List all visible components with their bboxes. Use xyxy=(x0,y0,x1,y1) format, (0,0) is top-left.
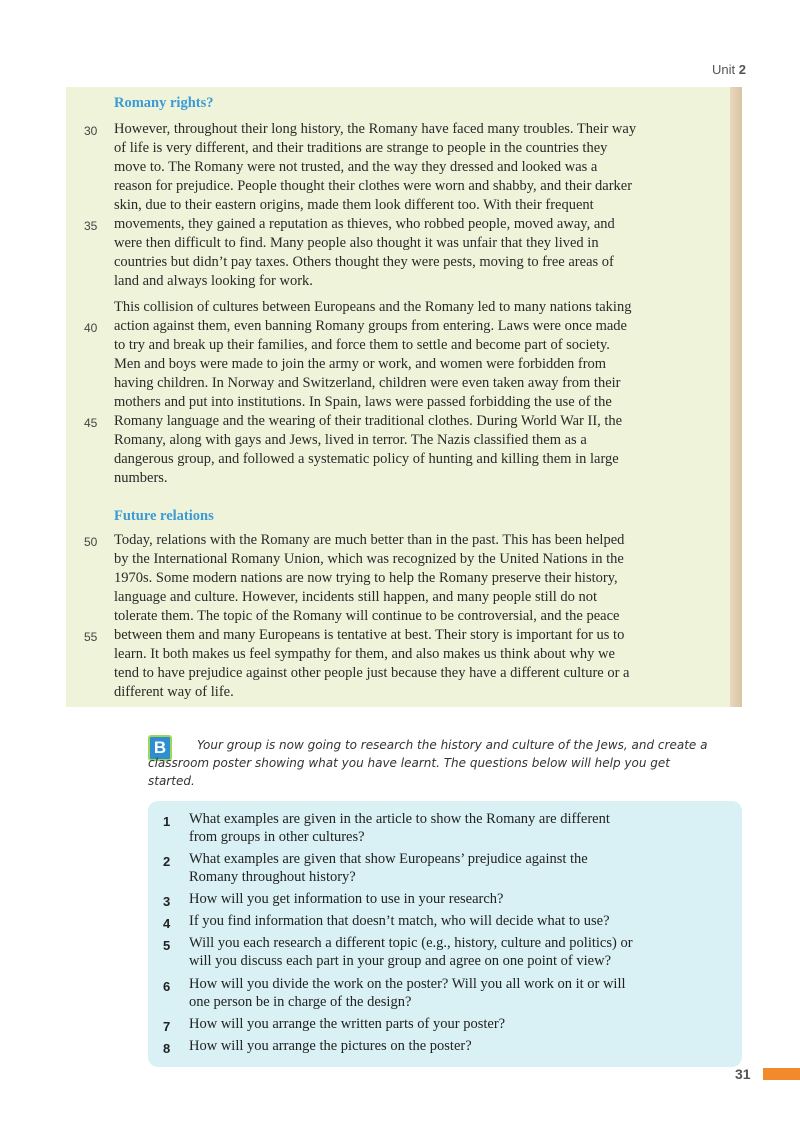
question-text: one person be in charge of the design? xyxy=(189,994,412,1010)
article-line: land and always looking for work. xyxy=(114,273,313,289)
article-panel-edge xyxy=(730,87,742,707)
question-text: Romany throughout history? xyxy=(189,869,356,885)
unit-label xyxy=(712,62,746,77)
question-text: Will you each research a different topic (e.g., history, culture and politics) or xyxy=(189,935,633,951)
line-number: 45 xyxy=(84,416,98,430)
unit-prefix: Unit xyxy=(712,62,736,77)
page-number: 31 xyxy=(735,1066,751,1082)
line-number: 50 xyxy=(84,535,98,549)
article-line: Men and boys were made to join the army or work, and women were forbidden from xyxy=(114,356,607,372)
article-line: countries but didn’t pay taxes. Others thought they were pests, moving to free areas of xyxy=(114,254,614,270)
article-line: Today, relations with the Romany are much better than in the past. This has been helped xyxy=(114,532,625,548)
question-number: 3 xyxy=(163,894,171,909)
article-line: between them and many Europeans is tentative at best. Their story is important for us to xyxy=(114,627,625,643)
article-line: action against them, even banning Romany groups from entering. Laws were once made xyxy=(114,318,627,334)
section-b-icon: B xyxy=(148,735,172,761)
question-text: How will you get information to use in your research? xyxy=(189,891,504,907)
line-number: 30 xyxy=(84,124,98,138)
article-line: However, throughout their long history, the Romany have faced many troubles. Their way xyxy=(114,121,637,137)
question-number: 6 xyxy=(163,979,171,994)
question-text: How will you divide the work on the poster? Will you all work on it or will xyxy=(189,976,626,992)
line-number: 40 xyxy=(84,321,98,335)
article-line: tolerate them. The topic of the Romany will continue to be controversial, and the peace xyxy=(114,608,620,624)
question-number: 2 xyxy=(163,854,171,869)
article-line: different way of life. xyxy=(114,684,234,700)
question-text: How will you arrange the pictures on the poster? xyxy=(189,1038,472,1054)
heading-romany-rights: Romany rights? xyxy=(114,95,214,111)
article-line: tend to have prejudice against other people just because they have a different culture or a xyxy=(114,665,630,681)
article-line: This collision of cultures between Europeans and the Romany led to many nations taking xyxy=(114,299,632,315)
article-line: learn. It both makes us feel sympathy for them, and also makes us think about why we xyxy=(114,646,615,662)
section-b-instruction: started. xyxy=(148,774,195,788)
article-line: 1970s. Some modern nations are now trying to help the Romany preserve their history, xyxy=(114,570,618,586)
page-accent-bar xyxy=(763,1068,800,1080)
heading-future-relations: Future relations xyxy=(114,508,214,524)
question-number: 4 xyxy=(163,916,171,931)
section-b-instruction: classroom poster showing what you have learnt. The questions below will help you get xyxy=(148,756,670,770)
article-line: Romany language and the wearing of their traditional clothes. During World War II, the xyxy=(114,413,623,429)
question-text: What examples are given that show Europeans’ prejudice against the xyxy=(189,851,588,867)
article-line: having children. In Norway and Switzerland, children were even taken away from their xyxy=(114,375,621,391)
article-line: of life is very different, and their traditions are strange to people in the countries they xyxy=(114,140,608,156)
article-line: numbers. xyxy=(114,470,168,486)
question-text: What examples are given in the article to show the Romany are different xyxy=(189,811,610,827)
article-line: language and culture. However, incidents still happen, and many people still do not xyxy=(114,589,598,605)
section-b-instruction: Your group is now going to research the history and culture of the Jews, and create a xyxy=(197,738,708,752)
article-line: move to. The Romany were not trusted, and the way they dressed and looked was a xyxy=(114,159,598,175)
question-text: If you find information that doesn’t match, who will decide what to use? xyxy=(189,913,610,929)
line-number: 35 xyxy=(84,219,98,233)
question-text: will you discuss each part in your group and agree on one point of view? xyxy=(189,953,612,969)
question-text: from groups in other cultures? xyxy=(189,829,365,845)
question-number: 7 xyxy=(163,1019,171,1034)
article-line: were then difficult to find. Many people also thought it was unfair that they lived in xyxy=(114,235,599,251)
article-line: Romany, along with gays and Jews, lived in terror. The Nazis classified them as a xyxy=(114,432,587,448)
question-number: 8 xyxy=(163,1041,171,1056)
question-text: How will you arrange the written parts of your poster? xyxy=(189,1016,506,1032)
article-line: skin, due to their eastern origins, made them look different too. With their frequent xyxy=(114,197,594,213)
article-line: mothers and put into institutions. In Spain, laws were passed forbidding the use of the xyxy=(114,394,612,410)
article-line: dangerous group, and followed a systematic policy of hunting and killing them in large xyxy=(114,451,619,467)
article-line: to try and break up their families, and force them to settle and become part of society. xyxy=(114,337,610,353)
unit-number: 2 xyxy=(738,62,746,77)
question-number: 5 xyxy=(163,938,171,953)
line-number: 55 xyxy=(84,630,98,644)
article-line: reason for prejudice. People thought their clothes were worn and shabby, and their darker xyxy=(114,178,633,194)
question-number: 1 xyxy=(163,814,171,829)
article-line: by the International Romany Union, which was recognized by the United Nations in the xyxy=(114,551,624,567)
article-line: movements, they gained a reputation as thieves, who robbed people, moved away, and xyxy=(114,216,615,232)
